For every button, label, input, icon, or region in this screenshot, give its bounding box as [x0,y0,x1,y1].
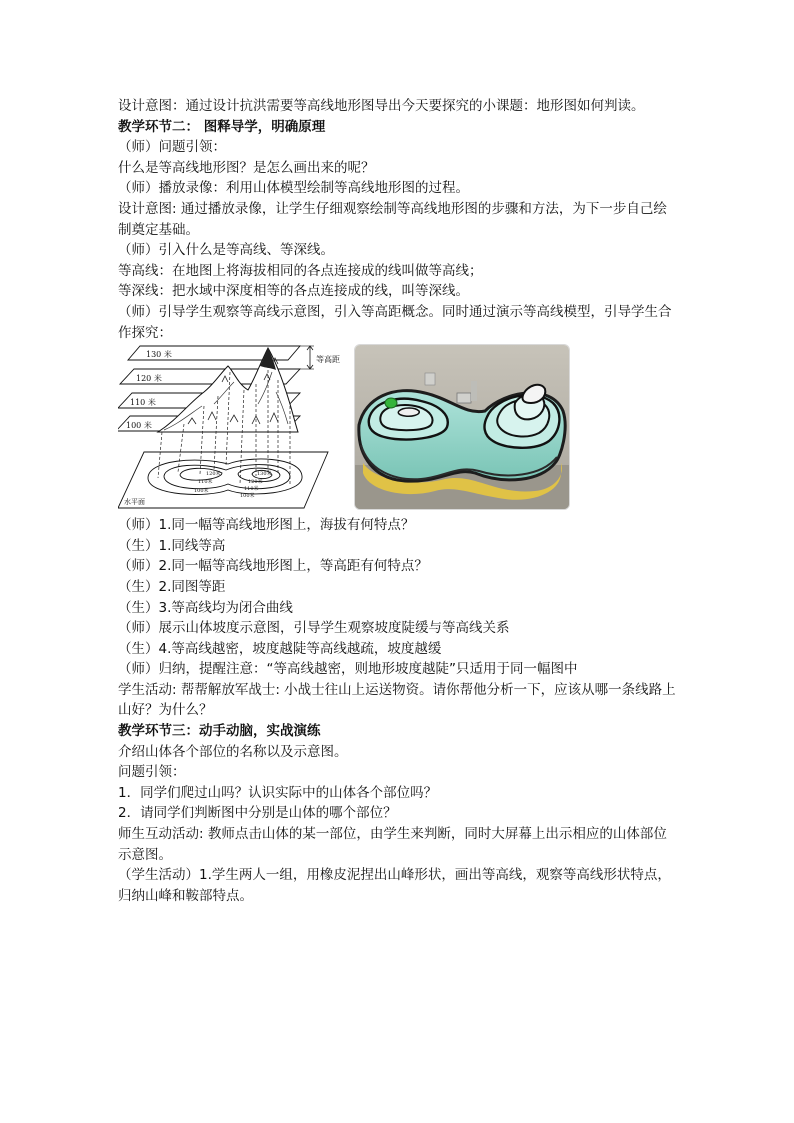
text-line: （生）1.同线等高 [118,537,226,554]
text-line: 设计意图：通过设计抗洪需要等高线地形图导出今天要探究的小课题：地形图如何判读。 [118,98,645,114]
label-100: 100 米 [126,421,152,431]
label-130: 130 米 [146,350,172,360]
text-line: （生）4.等高线越密，坡度越陡等高线越疏，坡度越缓 [118,640,442,657]
plane-ground [118,452,328,508]
text-line: （师）归纳，提醒注意：“等高线越密，则地形坡度越陡”只适用于同一幅图中 [118,661,578,678]
text-line: （学生活动）1.学生两人一组，用橡皮泥捏出山峰形状，画出等高线，观察等高线形状特点，归纳山峰和鞍部特点。 [118,867,671,904]
text-line: 问题引领： [118,764,186,781]
text-line: （师）引入什么是等高线、等深线。 [118,242,334,259]
text-line: 什么是等高线地形图？是怎么画出来的呢？ [118,159,375,176]
text-line: 介绍山体各个部位的名称以及示意图。 [118,743,348,760]
contour-label-100a: 100米 [194,488,209,495]
text-line: （师）问题引领： [118,139,226,156]
label-110: 110 米 [130,398,156,408]
contour-diagram [118,344,343,510]
label-plane: 水平面 [124,498,145,507]
document-body [118,96,678,906]
contour-model-image [355,345,569,509]
text-line: 学生活动: 帮帮解放军战士: 小战士往山上运送物资。请你帮他分析一下，应该从哪一条线路上山好？为什么？ [118,681,676,719]
contour-label-120b: 120米 [248,479,263,486]
text-line: （师）播放录像：利用山体模型绘制等高线地形图的过程。 [118,180,469,197]
contour-lines [148,459,302,494]
text-block-top [118,96,678,343]
contour-label-120a: 120米 [206,471,221,478]
text-line: 2．请同学们判断图中分别是山体的哪个部位？ [118,805,397,822]
text-line: 师生互动活动: 教师点击山体的某一部位，由学生来判断，同时大屏幕上出示相应的山体部位示意图。 [118,826,667,863]
contour-label-130b: 130米 [257,471,272,478]
text-block-bottom [118,515,678,906]
text-line: （师）展示山体坡度示意图，引导学生观察坡度陡缓与等高线关系 [118,620,510,637]
text-line: 1．同学们爬过山吗？认识实际中的山体各个部位吗？ [118,784,438,801]
text-line: （师）引导学生观察等高线示意图，引入等高距概念。同时通过演示等高线模型，引导学生合作探究： [118,303,672,341]
text-line: 等高线：在地图上将海拔相同的各点连接成的线叫做等高线； [118,262,483,279]
figure-row [118,344,678,512]
section-heading: 教学环节三：动手动脑，实战演练 [118,723,321,740]
contour-model-photo [354,344,570,510]
text-line: 设计意图: 通过播放录像，让学生仔细观察绘制等高线地形图的步骤和方法，为下一步自己绘制奠定基础。 [118,200,667,238]
label-interval: 等高距 [316,355,340,365]
text-line: 等深线：把水域中深度相等的各点连接成的线，叫等深线。 [118,283,469,300]
text-line: （师）2.同一幅等高线地形图上，等高距有何特点？ [118,558,428,575]
text-line: （生）3.等高线均为闭合曲线 [118,599,293,616]
label-120: 120 米 [136,374,162,384]
contour-label-110a: 110米 [198,479,213,486]
text-line: （生）2.同图等距 [118,578,226,595]
contour-label-110b: 110米 [244,486,259,493]
section-heading: 教学环节二： 图释导学，明确原理 [118,118,326,135]
text-line: （师）1.同一幅等高线地形图上，海拔有何特点？ [118,517,415,534]
contour-label-100b: 100米 [240,493,255,500]
